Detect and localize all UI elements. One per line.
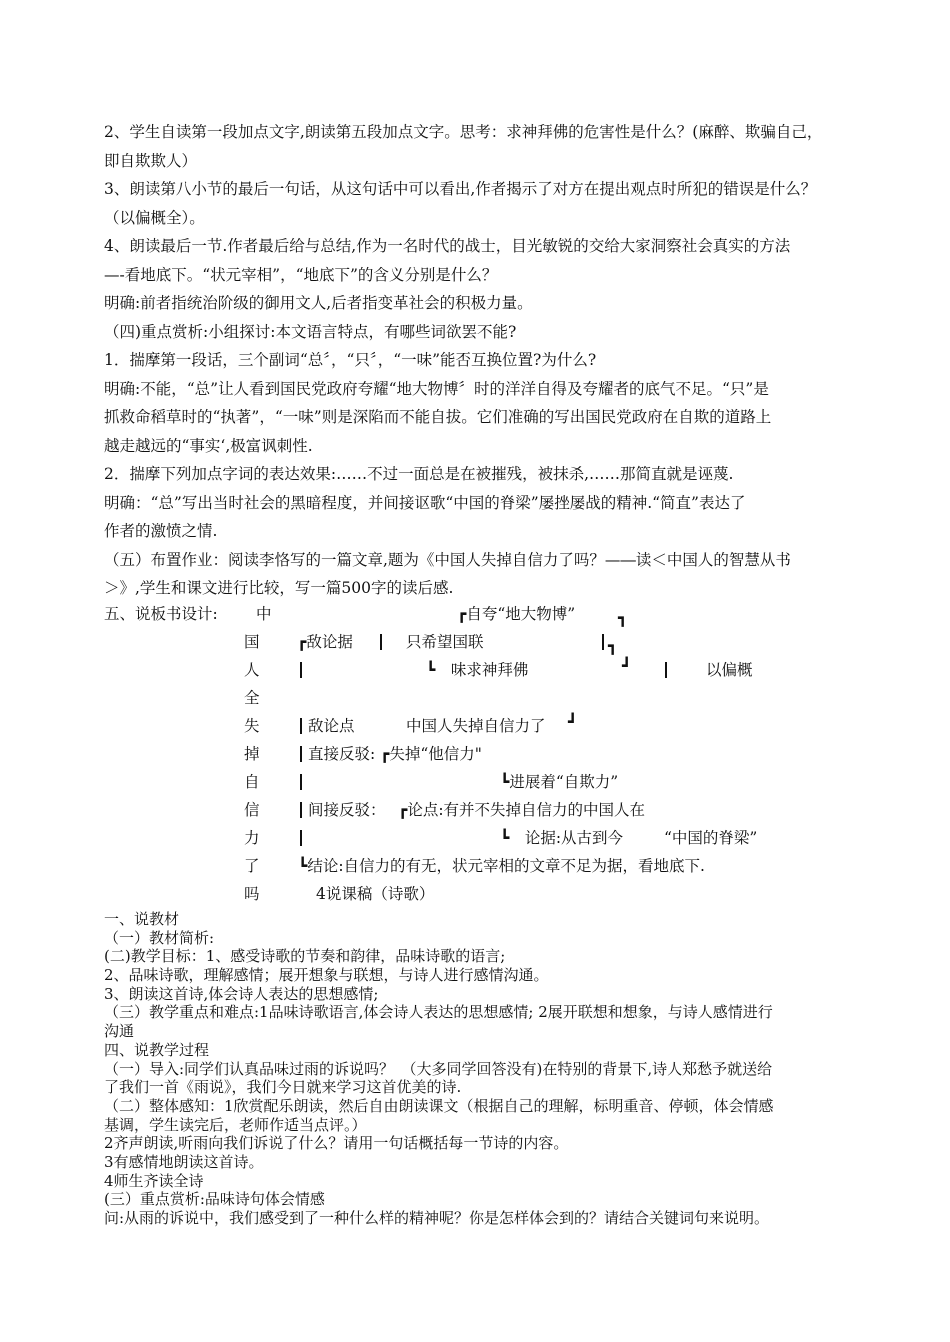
board-heading: 五、说板书设计: (104, 605, 218, 623)
text-line: 2．揣摩下列加点字词的表达效果:……不过一面总是在被摧残，被抹杀,……那简直就是诬蔑. (104, 465, 734, 483)
board-bracket-right: ┓ (608, 637, 618, 655)
board-self-deception: ┗进展着“自欺力” (500, 773, 619, 791)
board-ziKua: ┏自夸“地大物博” (457, 605, 576, 623)
text-line: (二)教学目标：1、感受诗歌的节奏和韵律，品味诗歌的语言; (104, 947, 506, 966)
text-line: （一）导入:同学们认真品味过雨的诉说吗？ （大多同学回答没有)在特别的背景下,诗人郑愁予就送给 (104, 1059, 773, 1078)
text-line: 抓救命稻草时的“执著”，“一味”则是深陷而不能自拔。它们准确的写出国民党政府在自欺的道路上 (104, 408, 772, 426)
text-line: 明确:前者指统治阶级的御用文人,后者指变革社会的积极力量。 (104, 294, 533, 312)
board-bracket-line (665, 662, 667, 678)
board-indirect-rebuttal: 间接反驳： (308, 801, 386, 819)
text-line: （四)重点赏析:小组探讨:本文语言特点，有哪些词欲罢不能? (104, 322, 517, 341)
text-line: 沟通 (104, 1022, 135, 1041)
board-title-char: 失 (244, 717, 260, 735)
board-pray-gods-end: ┛ (622, 657, 632, 675)
board-title-char: 全 (244, 689, 260, 707)
board-title-char: 吗 (244, 885, 260, 903)
board-title-char: 力 (244, 829, 260, 847)
text-line: 2、学生自读第一段加点文字,朗读第五段加点文字。思考：求神拜佛的危害性是什么？(麻醉、欺骗自己， (104, 123, 823, 141)
board-direct-rebuttal: 直接反驳: (308, 745, 376, 763)
text-line: 作者的激愤之情. (104, 522, 218, 540)
lesson-plan-part-2 (104, 910, 844, 1228)
board-bracket-line (300, 718, 302, 734)
text-line: —-看地底下。“状元宰相”，“地底下”的含义分别是什么？ (104, 265, 498, 284)
board-league-hope: 只希望国联 (406, 633, 484, 651)
board-title-char: 掉 (244, 745, 260, 763)
text-line: 3有感情地朗读这首诗。 (104, 1152, 264, 1171)
text-line: （五）布置作业：阅读李恪写的一篇文章,题为《中国人失掉自信力了吗？—―读＜中国人的智慧从书 (104, 550, 791, 569)
text-line: 四、说教学过程 (104, 1040, 210, 1059)
board-title-char: 人 (244, 661, 260, 679)
text-line: 基调，学生读完后，老师作适当点评。） (104, 1115, 367, 1134)
text-line: 3、朗读这首诗,体会诗人表达的思想感情; (104, 984, 379, 1003)
board-argument: ┏论点:有并不失掉自信力的中国人在 (398, 801, 646, 819)
text-line: 即自欺欺人） (104, 151, 198, 170)
text-line: 2、品味诗歌，理解感情；展开想象与联想，与诗人进行感情沟通。 (104, 966, 549, 985)
board-bracket-line (300, 830, 302, 846)
text-line: （二）整体感知：1欣赏配乐朗读，然后自由朗读课文（根据自己的理解，标明重音、停顿，体会情感 (104, 1096, 774, 1115)
text-line: （以偏概全）。 (104, 208, 205, 227)
text-line: 4、朗读最后一节.作者最后给与总结,作为一名时代的战士，目光敏锐的交给大家洞察社会真实的方法 (104, 237, 791, 255)
next-lesson-title: 4说课稿（诗歌） (316, 885, 435, 903)
text-line: 3、朗读第八小节的最后一句话，从这句话中可以看出,作者揭示了对方在提出观点时所犯的错误是什么？ (104, 180, 817, 198)
board-title-char: 了 (244, 857, 260, 875)
text-line: 问:从雨的诉说中，我们感受到了一种什么样的精神呢？你是怎样体会到的？请结合关键词句来说明。 (104, 1209, 770, 1227)
board-pray-gods: ┗ 味求神拜佛 (426, 661, 529, 679)
board-bracket-line (300, 746, 302, 762)
text-line: 4师生齐读全诗 (104, 1171, 204, 1190)
board-lost-confidence-end: ┛ (568, 713, 578, 731)
text-line: 了我们一首《雨说》，我们今日就来学习这首优美的诗. (104, 1078, 462, 1097)
board-enemy-evidence: ┏敌论据 (297, 633, 353, 651)
board-title-char: 中 (256, 605, 272, 623)
blackboard-design (104, 600, 844, 910)
board-bracket-line (380, 634, 382, 650)
board-bracket-line (300, 802, 302, 818)
board-bracket-line (602, 634, 604, 650)
board-title-char: 信 (244, 801, 260, 819)
board-ziKua-end: ┓ (618, 609, 628, 627)
board-evidence: ┗ 论据:从古到今 (500, 829, 624, 847)
text-line: 2齐声朗读,听雨向我们诉说了什么？请用一句话概括每一节诗的内容。 (104, 1134, 569, 1153)
board-enemy-thesis: 敌论点 (308, 717, 355, 735)
lesson-plan-part-1 (104, 118, 844, 603)
board-lost-faith-others: ┏失掉“他信力" (380, 745, 482, 763)
board-backbone: “中国的脊梁” (664, 829, 758, 847)
text-line: 明确：“总”写出当时社会的黑暗程度，并间接讴歌“中国的脊梁”屡挫屡战的精神.“简直”表达了 (104, 493, 746, 512)
text-line: 1．揣摩第一段话，三个副词“总〞，“只〞，“一味”能否互换位置?为什么? (104, 351, 597, 369)
text-line: (三）重点赏析:品味诗句体会情感 (104, 1190, 325, 1209)
text-line: 一、说教材 (104, 910, 180, 928)
board-bracket-line (300, 774, 302, 790)
text-line: 越走越远的“事实‘,极富讽刺性. (104, 436, 313, 455)
text-line: 明确:不能，“总”让人看到国民党政府夸耀“地大物博〞时的洋洋自得及夸耀者的底气不足。“只”是 (104, 379, 769, 398)
text-line: （三）教学重点和难点:1品味诗歌语言,体会诗人表达的思想感情; 2展开联想和想象，与诗人感情进行 (104, 1003, 773, 1022)
board-title-char: 自 (244, 773, 260, 791)
board-bracket-line (300, 662, 302, 678)
board-lost-confidence: 中国人失掉自信力了 (406, 717, 546, 735)
text-line: （一）教材简析: (104, 928, 215, 947)
board-partial-generalization: 以偏概 (706, 661, 753, 679)
text-line: ＞》,学生和课文进行比较，写一篇500字的读后感. (104, 579, 454, 597)
board-conclusion: ┗结论:自信力的有无，状元宰相的文章不足为据，看地底下. (298, 857, 705, 875)
board-title-char: 国 (244, 633, 260, 651)
